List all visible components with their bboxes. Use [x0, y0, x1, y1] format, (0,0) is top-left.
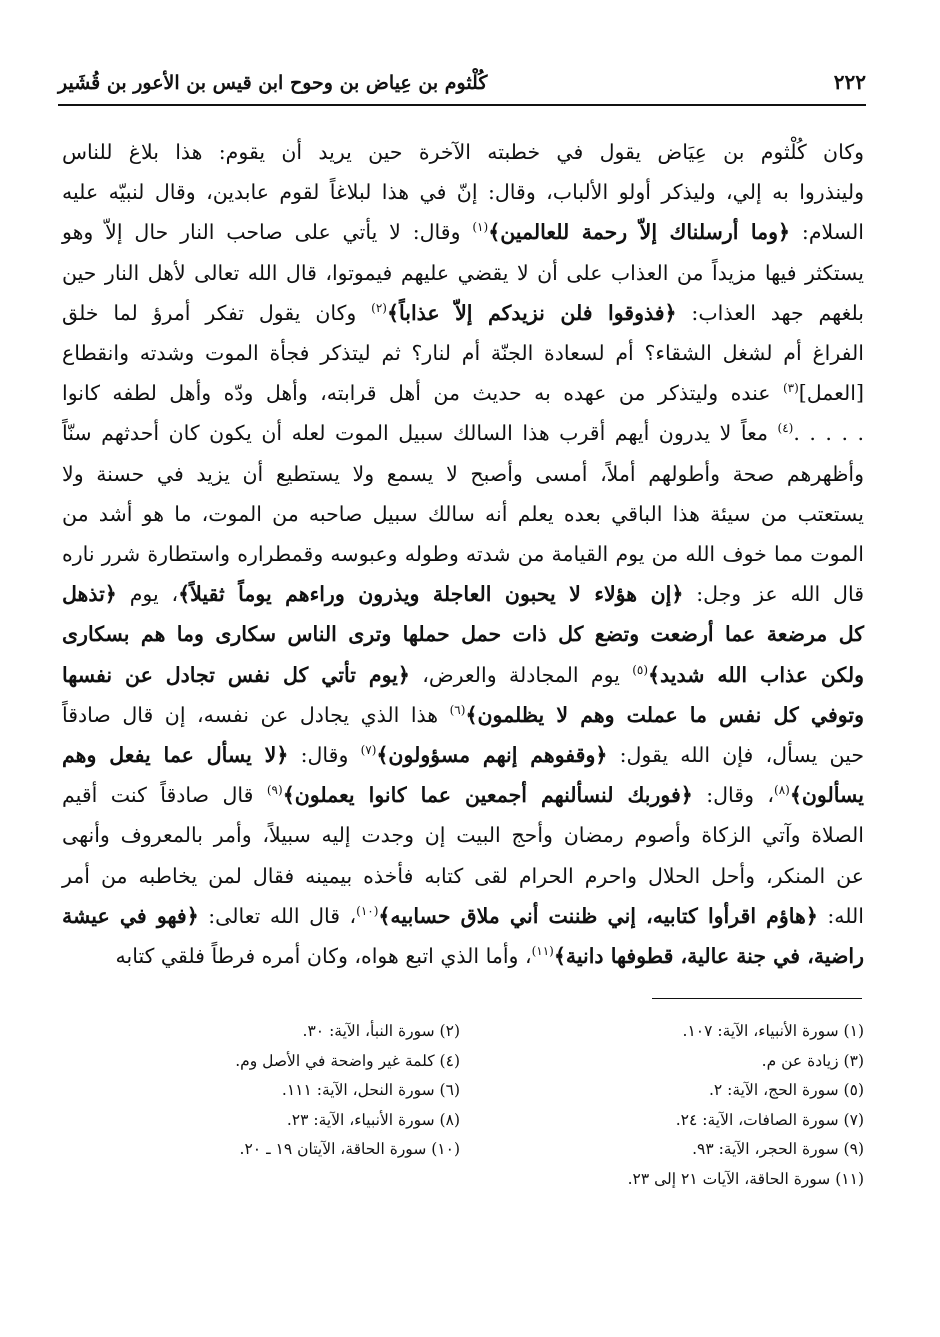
text-segment: وقال: لا يأتي على صاحب النار حال إلاّ وهو: [62, 220, 473, 245]
text-segment: معاً لا يدرون أيهم أقرب هذا السالك سبيل الموت لعله أن يكون كان أحدثهم سنّاً: [62, 421, 778, 446]
text-line: [62, 132, 864, 172]
footnote: (٦) سورة النحل، الآية: ١١١.: [281, 1081, 460, 1100]
text-line: [62, 253, 864, 293]
footnote-ref: (١): [472, 220, 489, 235]
text-line: [62, 212, 864, 252]
quran-verse: وتوفي كل نفس ما عملت وهم لا يظلمون﴾: [465, 702, 864, 727]
footnote-ref: (٣): [782, 381, 799, 396]
text-line: [62, 574, 864, 614]
footnote-ref: (٦): [449, 703, 466, 718]
text-line: [62, 614, 864, 654]
text-line: [62, 172, 864, 212]
text-line: [62, 695, 864, 735]
footnote-ref: (٨): [774, 783, 790, 798]
text-segment: يوم المجادلة والعرض،: [409, 662, 633, 687]
text-segment: وأظهرهم صحة وأطولهم أملاً، أمسى وأصبح لا يسمع ولا يستطيع أن يزيد في حسنة ولا: [62, 461, 864, 486]
text-segment: الموت مما خوف الله من يوم القيامة من شدته وطوله وعبوسه وقمطراره واستطارة شرر ناره: [62, 542, 864, 567]
quran-verse: ﴿وقفوهم إنهم مسؤولون﴾: [376, 743, 608, 768]
footnote-ref: (١٠): [356, 904, 379, 919]
footnote-divider: [652, 998, 862, 999]
quran-verse: ﴿يوم تأتي كل نفس تجادل عن نفسها: [62, 662, 410, 687]
text-line: [62, 655, 864, 695]
footnote: (٢) سورة النبأ، الآية: ٣٠.: [302, 1022, 460, 1041]
footnote-ref: (٩): [266, 783, 283, 798]
text-segment: [العمل]: [798, 381, 864, 406]
quran-verse: ﴿تذهل: [62, 582, 117, 607]
text-segment: وكان يقول تفكر أمرؤ لما خلق: [62, 300, 372, 325]
quran-verse: ولكن عذاب الله شديد﴾: [648, 662, 865, 687]
text-segment: . . . . .: [793, 421, 864, 446]
footnote: (٧) سورة الصافات، الآية: ٢٤.: [675, 1110, 864, 1129]
text-line: [62, 454, 864, 494]
running-header: [58, 70, 866, 106]
footnote: (٥) سورة الحج، الآية: ٢.: [708, 1081, 864, 1100]
quran-verse: راضية، في جنة عالية، قطوفها دانية﴾: [553, 944, 864, 969]
footnote-ref: (١١): [531, 944, 554, 959]
page-number: ٢٢٢: [833, 70, 866, 94]
text-line: [62, 293, 864, 333]
quran-verse: ﴿وما أرسلناك إلاّ رحمة للعالمين﴾: [488, 220, 791, 245]
footnote: (١٠) سورة الحاقة، الآيتان ١٩ ـ ٢٠.: [239, 1140, 460, 1159]
text-segment: ، وقال:: [692, 783, 775, 808]
text-line: [62, 735, 864, 775]
text-line: [62, 936, 864, 976]
text-segment: عنده وليتذكر من عهده به حديث من أهل قرابته، وأهل ودّه وأهل لطفه كانوا: [62, 381, 783, 406]
text-segment: وكان كُلْثوم بن عِيَاض يقول في خطبته الآخرة حين يريد أن يقوم: هذا بلاغ للناس: [62, 140, 864, 164]
text-segment: يستكثر فيها مزيداً من العذاب على أن لا يقضي عليهم فيموتوا، قال الله تعالى لأهل النار حين: [62, 260, 864, 285]
text-segment: عن المنكر، وأحل الحلال واحرم الحرام لقى كتابه فأخذه بيمينه فقال لمن يخاطبه من أمر: [62, 863, 864, 888]
footnote: (٨) سورة الأنبياء، الآية: ٢٣.: [286, 1110, 460, 1129]
footnote-ref: (٤): [777, 421, 794, 436]
text-segment: السلام:: [790, 220, 864, 245]
text-segment: ، قال الله تعالى:: [198, 903, 357, 928]
footnote-ref: (٥): [632, 662, 649, 677]
main-text: [62, 132, 864, 976]
quran-verse: ﴿لا يسأل عما يفعل وهم: [62, 743, 289, 768]
text-segment: ولينذروا به إلي، وليذكر أولو الألباب، وقال: إنّ في هذا لبلاغاً لقوم عابدين، وقال لنبيّه عليه: [62, 180, 864, 205]
quran-verse: ﴿فذوقوا فلن نزيدكم إلاّ عذاباً﴾: [386, 300, 677, 325]
text-segment: الفراغ أم لشغل الشقاء؟ أم لسعادة الجنّة أم لنار؟ ثم ليتذكر فجأة الموت وشدته وانقطاع: [62, 341, 864, 366]
quran-verse: ﴿فهو في عيشة: [62, 903, 199, 928]
text-line: [62, 534, 864, 574]
text-segment: وقال:: [288, 743, 361, 768]
text-line: [62, 333, 864, 373]
text-segment: ، وأما الذي اتبع هواه، وكان أمره فرطاً فلقي كتابه: [115, 944, 532, 969]
text-segment: بلغهم جهد العذاب:: [676, 300, 864, 325]
text-segment: الصلاة وآتي الزكاة وأصوم رمضان وأحج البيت إن وجدت إليه سبيلاً، وأمر بالمعروف وأنهى: [62, 823, 864, 848]
footnote: (١١) سورة الحاقة، الآيات ٢١ إلى ٢٣.: [627, 1169, 864, 1188]
text-segment: ، يوم: [116, 582, 179, 607]
footnote: (٩) سورة الحجر، الآية: ٩٣.: [692, 1140, 864, 1159]
text-segment: هذا الذي يجادل عن نفسه، إن قال صادقاً: [62, 702, 450, 727]
footnote-ref: (٧): [360, 743, 377, 758]
footnote: (٣) زيادة عن م.: [761, 1051, 864, 1070]
text-line: [62, 413, 864, 453]
text-line: [62, 896, 864, 936]
text-segment: قال الله عز وجل:: [683, 582, 864, 607]
text-segment: يستعتب من سيئة هذا الباقي بعده يعلم أنه سالك سبيل صاحبه من الموت، ما هو أشد من: [62, 501, 864, 526]
text-segment: الله:: [817, 903, 865, 928]
quran-verse: ﴿فوربك لنسألنهم أجمعين عما كانوا يعملون﴾: [282, 783, 693, 808]
quran-verse: ﴿إن هؤلاء لا يحبون العاجلة ويذرون وراءهم يوماً ثقيلاً﴾: [178, 582, 684, 607]
quran-verse: كل مرضعة عما أرضعت وتضع كل ذات حمل حملها وترى الناس سكارى وما هم بسكارى: [62, 622, 864, 647]
quran-verse: يسألون﴾: [789, 783, 864, 808]
footnotes: [62, 1017, 864, 1194]
footnote: (١) سورة الأنبياء، الآية: ١٠٧.: [682, 1022, 864, 1041]
text-line: [62, 815, 864, 855]
chapter-title: كُلْثوم بن عِياض بن وحوح ابن قيس بن الأعور بن قُشَير: [58, 72, 488, 94]
footnote: (٤) كلمة غير واضحة في الأصل وم.: [235, 1051, 460, 1070]
quran-verse: ﴿هاؤم اقرأوا كتابيه، إني ظننت أني ملاق حسابيه﴾: [378, 903, 818, 928]
text-line: [62, 494, 864, 534]
footnote-ref: (٢): [371, 300, 387, 315]
text-segment: قال صادقاً كنت أقيم: [62, 783, 267, 808]
text-segment: حين يسأل، فإن الله يقول:: [607, 743, 865, 768]
book-page: [58, 70, 866, 1194]
text-line: [62, 373, 864, 413]
text-line: [62, 856, 864, 896]
text-line: [62, 775, 864, 815]
